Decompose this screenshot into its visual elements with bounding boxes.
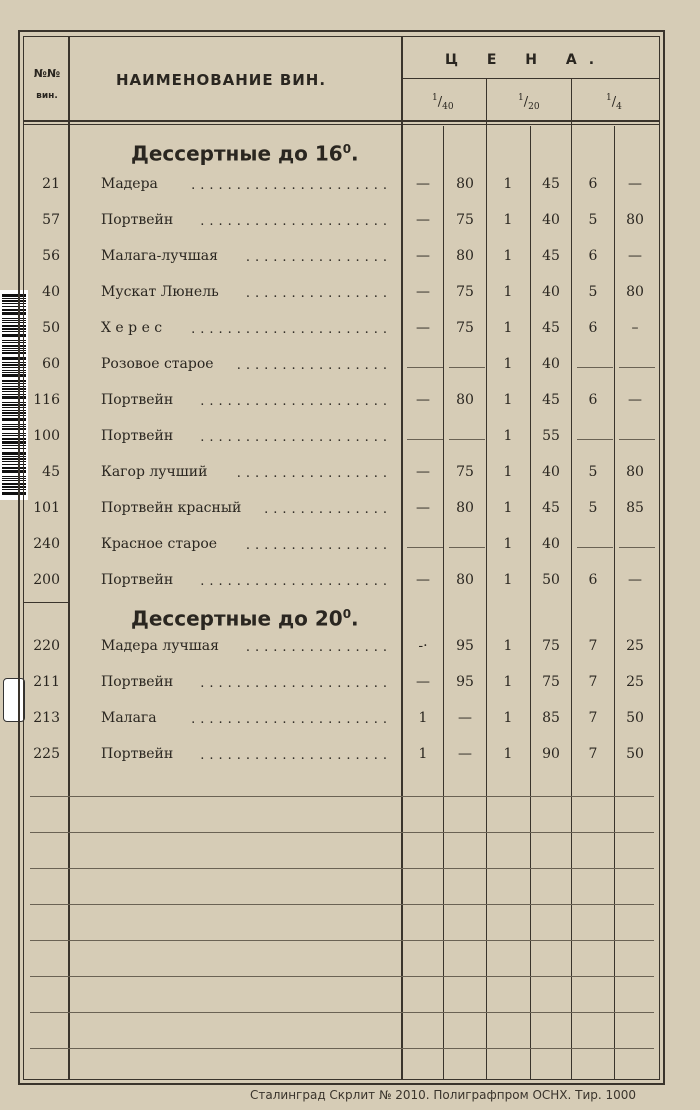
price-cell: 75 [456, 320, 474, 336]
wine-number: 200 [33, 572, 60, 588]
empty-cell-rule [619, 367, 655, 368]
ruled-line [30, 868, 654, 869]
price-cell: 90 [542, 746, 560, 762]
wine-number: 57 [42, 212, 60, 228]
wine-name: Мадера [101, 176, 158, 192]
col-divider [571, 78, 572, 1080]
ruled-line [30, 904, 654, 905]
imprint-footer: Сталинград Скрлит № 2010. Полиграфпром ОСНХ. Тир. 1000 [250, 1088, 637, 1102]
price-cell: 6 [588, 320, 598, 336]
size-1-20: $^1/_{20}$ [518, 93, 540, 112]
empty-cell-rule [619, 439, 655, 440]
dot-leader: ..................... [200, 214, 392, 229]
wine-name: Красное старое [101, 536, 218, 552]
empty-cell-rule [407, 439, 443, 440]
price-cell: — [416, 212, 430, 228]
dot-leader: ................ [245, 640, 392, 655]
empty-cell-rule [449, 367, 485, 368]
empty-cell-rule [449, 547, 485, 548]
price-cell: 45 [542, 176, 560, 192]
wine-name: Мадера лучшая [101, 638, 219, 654]
price-header: Ц Е Н А. [445, 52, 607, 68]
dot-leader: ................ [245, 286, 392, 301]
price-cell: — [628, 572, 642, 588]
price-cell: 7 [588, 746, 598, 762]
price-cell: — [628, 176, 642, 192]
vin-header: вин. [36, 91, 58, 101]
dot-leader: ................ [245, 538, 392, 553]
wine-name: Портвейн [101, 212, 174, 228]
price-cell: 7 [588, 638, 598, 654]
price-cell: 85 [626, 500, 644, 516]
price-cell: 80 [456, 176, 474, 192]
price-cell: 5 [588, 212, 598, 228]
wine-number: 56 [42, 248, 60, 264]
price-cell: 1 [503, 500, 513, 516]
wine-number: 40 [42, 284, 60, 300]
price-cell: 95 [456, 638, 474, 654]
wine-number: 211 [33, 674, 60, 690]
price-cell: 7 [588, 710, 598, 726]
wine-name: Кагор лучший [101, 464, 208, 480]
empty-cell-rule [407, 367, 443, 368]
price-cell: 40 [542, 464, 560, 480]
price-cell: 1 [503, 572, 513, 588]
price-cell: 85 [542, 710, 560, 726]
col-divider [486, 78, 487, 1080]
price-cell: 80 [626, 212, 644, 228]
price-cell: 45 [542, 392, 560, 408]
col-divider [443, 126, 444, 1080]
section-title: Дессертные до $16^0$. [131, 141, 359, 166]
dot-leader: ...................... [191, 178, 392, 193]
price-cell: 40 [542, 284, 560, 300]
price-cell: — [416, 464, 430, 480]
wine-name: Портвейн [101, 674, 174, 690]
price-cell: — [416, 176, 430, 192]
price-cell: 75 [542, 674, 560, 690]
price-cell: 1 [503, 464, 513, 480]
price-cell: 7 [588, 674, 598, 690]
price-cell: 6 [588, 392, 598, 408]
price-cell: 55 [542, 428, 560, 444]
price-cell: 1 [503, 356, 513, 372]
wine-name: Х е р е с [101, 320, 163, 336]
empty-cell-rule [577, 439, 613, 440]
dot-leader: ...................... [191, 712, 392, 727]
price-cell: 80 [626, 464, 644, 480]
price-cell: — [458, 710, 472, 726]
dot-leader: ................. [236, 466, 392, 481]
dot-leader: ..................... [200, 676, 392, 691]
number-header: №№ [33, 67, 61, 80]
price-cell: 1 [503, 320, 513, 336]
price-cell: 45 [542, 320, 560, 336]
wine-number: 21 [42, 176, 60, 192]
price-cell: 1 [418, 710, 428, 726]
ruled-line [30, 832, 654, 833]
price-cell: 5 [588, 464, 598, 480]
empty-cell-rule [619, 547, 655, 548]
ruled-line [30, 1048, 654, 1049]
dot-leader: ..................... [200, 574, 392, 589]
size-1-40: $^1/_{40}$ [432, 93, 454, 112]
col-divider [530, 126, 531, 1080]
price-cell: 5 [588, 500, 598, 516]
price-cell: 95 [456, 674, 474, 690]
price-cell: — [416, 284, 430, 300]
wine-name: Розовое старое [101, 356, 214, 372]
price-cell: – [631, 320, 639, 336]
price-cell: 1 [503, 428, 513, 444]
price-cell: 1 [418, 746, 428, 762]
wine-name: Малага-лучшая [101, 248, 218, 264]
dot-leader: ...................... [191, 322, 392, 337]
price-cell: 75 [456, 212, 474, 228]
dot-leader: ..................... [200, 748, 392, 763]
price-cell: 6 [588, 572, 598, 588]
empty-cell-rule [449, 439, 485, 440]
ruled-line [30, 1012, 654, 1013]
ruled-line [30, 796, 654, 797]
dot-leader: .............. [264, 502, 392, 517]
wine-number: 220 [33, 638, 60, 654]
header-rule [23, 120, 660, 122]
wine-number: 100 [33, 428, 60, 444]
price-cell: 1 [503, 710, 513, 726]
dot-leader: ..................... [200, 430, 392, 445]
price-cell: — [458, 746, 472, 762]
col-divider [614, 126, 615, 1080]
empty-cell-rule [577, 367, 613, 368]
price-cell: — [416, 248, 430, 264]
col-divider [401, 36, 403, 1080]
wine-name: Мускат Люнель [101, 284, 219, 300]
price-cell: — [416, 320, 430, 336]
wine-name: Портвейн красный [101, 500, 242, 516]
size-1-4: $^1/_4$ [606, 93, 622, 112]
price-cell: 1 [503, 212, 513, 228]
wine-number: 213 [33, 710, 60, 726]
wine-number: 45 [42, 464, 60, 480]
dot-leader: ..................... [200, 394, 392, 409]
section-rule [23, 602, 70, 603]
price-cell: 1 [503, 176, 513, 192]
empty-cell-rule [577, 547, 613, 548]
wine-name: Портвейн [101, 428, 174, 444]
price-cell: 45 [542, 500, 560, 516]
price-cell: 80 [456, 572, 474, 588]
price-cell: — [416, 572, 430, 588]
price-cell: 75 [456, 464, 474, 480]
price-cell: 50 [542, 572, 560, 588]
price-cell: 1 [503, 536, 513, 552]
price-cell: 50 [626, 746, 644, 762]
price-cell: — [628, 248, 642, 264]
wine-name: Малага [101, 710, 157, 726]
price-cell: 5 [588, 284, 598, 300]
price-cell: 1 [503, 638, 513, 654]
dot-leader: ................ [245, 250, 392, 265]
price-cell: 40 [542, 536, 560, 552]
wine-number: 116 [33, 392, 60, 408]
wine-number: 225 [33, 746, 60, 762]
price-cell: 40 [542, 212, 560, 228]
wine-number: 240 [33, 536, 60, 552]
price-cell: 1 [503, 674, 513, 690]
price-cell: 40 [542, 356, 560, 372]
wine-name: Портвейн [101, 392, 174, 408]
price-cell: 6 [588, 176, 598, 192]
wine-number: 50 [42, 320, 60, 336]
price-cell: 1 [503, 746, 513, 762]
price-cell: 1 [503, 248, 513, 264]
price-subheader-rule [403, 78, 660, 79]
price-cell: — [416, 392, 430, 408]
dot-leader: ................. [236, 358, 392, 373]
price-cell: 25 [626, 638, 644, 654]
price-cell: 45 [542, 248, 560, 264]
price-cell: 1 [503, 392, 513, 408]
col-divider [68, 36, 70, 1080]
section-title: Дессертные до $20^0$. [131, 606, 359, 631]
name-header: НАИМЕНОВАНИЕ ВИН. [116, 71, 327, 89]
price-cell: 80 [626, 284, 644, 300]
price-cell: -· [418, 638, 428, 654]
price-cell: 50 [626, 710, 644, 726]
header-rule [23, 124, 660, 125]
price-cell: 25 [626, 674, 644, 690]
wine-number: 60 [42, 356, 60, 372]
price-cell: 75 [542, 638, 560, 654]
empty-cell-rule [407, 547, 443, 548]
wine-name: Портвейн [101, 746, 174, 762]
price-cell: 80 [456, 392, 474, 408]
ruled-line [30, 976, 654, 977]
price-cell: 6 [588, 248, 598, 264]
wine-name: Портвейн [101, 572, 174, 588]
price-cell: 75 [456, 284, 474, 300]
price-cell: 1 [503, 284, 513, 300]
ruled-line [30, 940, 654, 941]
price-cell: — [416, 500, 430, 516]
price-cell: 80 [456, 248, 474, 264]
price-cell: — [628, 392, 642, 408]
price-cell: 80 [456, 500, 474, 516]
wine-number: 101 [33, 500, 60, 516]
price-cell: — [416, 674, 430, 690]
